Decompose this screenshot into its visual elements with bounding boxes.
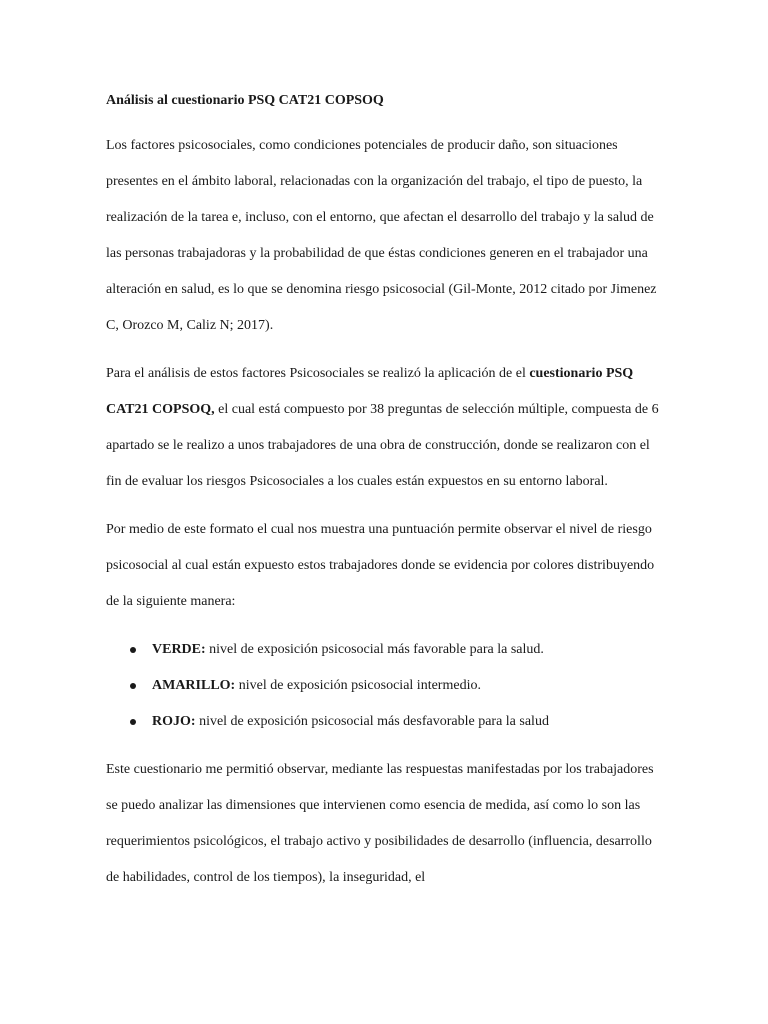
list-item-label: AMARILLO: (152, 678, 236, 693)
document-body (106, 86, 662, 908)
list-item-verde (106, 632, 662, 668)
paragraph-cuestionario-text-before: Para el análisis de estos factores Psicosociales se realizó la aplicación de el (106, 366, 530, 381)
list-item-label: VERDE: (152, 642, 206, 657)
paragraph-factores-psicosociales: Los factores psicosociales, como condiciones potenciales de producir daño, son situaciones presentes en el ámbito laboral, relacionadas con la organización del trabajo, el tipo de puesto, la realización de la tarea e, incluso, con el entorno, que afectan el desarrollo del trabajo y la salud de las personas trabajadoras y la probabilidad de que éstas condiciones generen en el trabajador una alteración en salud, es lo que se denomina riesgo psicosocial (Gil-Monte, 2012 citado por Jimenez C, Orozco M, Caliz N; 2017). (106, 138, 657, 333)
list-item-amarillo (106, 668, 662, 704)
paragraph-cuestionario-bold: cuestionario PSQ CAT21 COPSOQ, (106, 366, 634, 417)
paragraph-observaciones: Este cuestionario me permitió observar, mediante las respuestas manifestadas por los trabajadores se puedo analizar las dimensiones que intervienen como esencia de medida, así como lo son las requerimientos psicológicos, el trabajo activo y posibilidades de desarrollo (influencia, desarrollo de habilidades, control de los tiempos), la inseguridad, el (106, 762, 654, 885)
color-levels-list (106, 632, 662, 740)
list-item-label: ROJO: (152, 714, 196, 729)
list-item-text: nivel de exposición psicosocial más favorable para la salud. (205, 642, 544, 657)
list-item-rojo (106, 704, 662, 740)
list-item-text: nivel de exposición psicosocial más desfavorable para la salud (195, 714, 549, 729)
document-title: Análisis al cuestionario PSQ CAT21 COPSOQ (106, 93, 384, 108)
bullet-icon (130, 719, 136, 725)
bullet-icon (130, 647, 136, 653)
list-item-text: nivel de exposición psicosocial intermedio. (235, 678, 481, 693)
paragraph-cuestionario-text-after: el cual está compuesto por 38 preguntas de selección múltiple, compuesta de 6 apartado se le realizo a unos trabajadores de una obra de construcción, donde se realizaron con el fin de evaluar los riesgos Psicosociales a los cuales están expuestos en su entorno laboral. (106, 402, 659, 489)
paragraph-cuestionario (106, 356, 662, 500)
bullet-icon (130, 683, 136, 689)
paragraph-formato: Por medio de este formato el cual nos muestra una puntuación permite observar el nivel de riesgo psicosocial al cual están expuesto estos trabajadores donde se evidencia por colores distribuyendo de la siguiente manera: (106, 522, 655, 609)
